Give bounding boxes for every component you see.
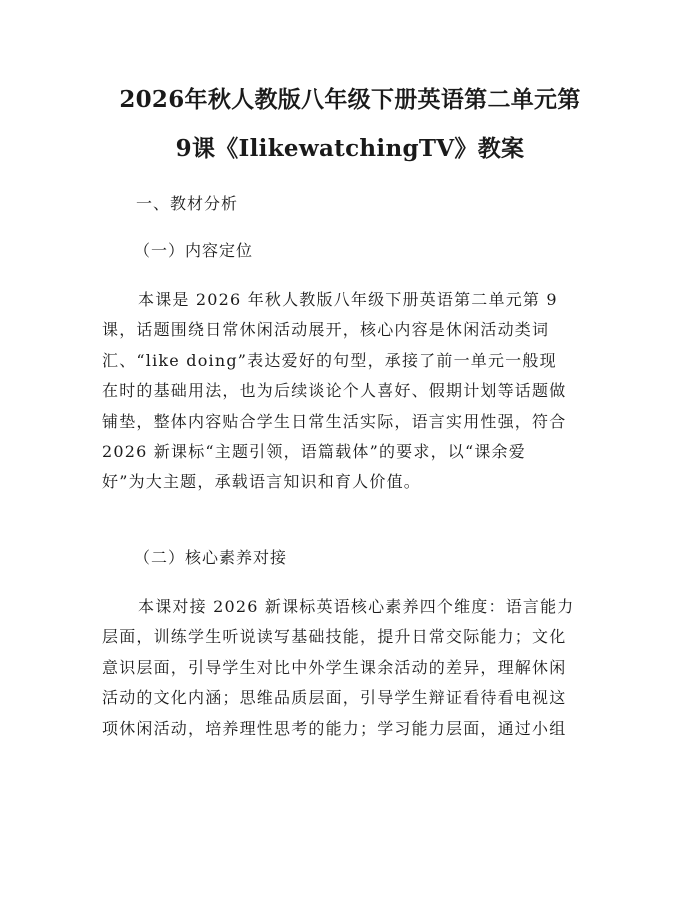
paragraph-line: 在时的基础用法，也为后续谈论个人喜好、假期计划等话题做 [102,381,567,401]
paragraph-line: 2026 新课标“主题引领，语篇载体”的要求，以“课余爱 [102,442,526,462]
document-title-line-1: 2026年秋人教版八年级下册英语第二单元第 [119,86,581,113]
subsection-heading-core-competency: （二）核心素养对接 [134,548,288,567]
paragraph-line: 课，话题围绕日常休闲活动展开，核心内容是休闲活动类词 [102,320,550,340]
paragraph-line: 好”为大主题，承载语言知识和育人价值。 [102,472,421,492]
section-heading-teaching-material-analysis: 一、教材分析 [136,194,239,213]
paragraph-core-competency [102,592,600,744]
paragraph-line: 意识层面，引导学生对比中外学生课余活动的差异，理解休闲 [102,657,567,677]
paragraph-line: 活动的文化内涵；思维品质层面，引导学生辩证看待看电视这 [102,688,567,708]
subsection-heading-content-positioning: （一）内容定位 [134,241,254,260]
paragraph-line: 铺垫，整体内容贴合学生日常生活实际，语言实用性强，符合 [102,411,567,431]
paragraph-line: 层面，训练学生听说读写基础技能，提升日常交际能力；文化 [102,627,567,647]
paragraph-content-positioning [102,285,600,498]
paragraph-line: 本课是 2026 年秋人教版八年级下册英语第二单元第 9 [138,290,558,309]
paragraph-line: 本课对接 2026 新课标英语核心素养四个维度：语言能力 [138,597,575,616]
paragraph-line: 汇、“like doing”表达爱好的句型，承接了前一单元一般现 [102,350,557,370]
paragraph-line: 项休闲活动，培养理性思考的能力；学习能力层面，通过小组 [102,718,567,738]
document-title-line-2: 9课《IlikewatchingTV》教案 [175,135,525,162]
